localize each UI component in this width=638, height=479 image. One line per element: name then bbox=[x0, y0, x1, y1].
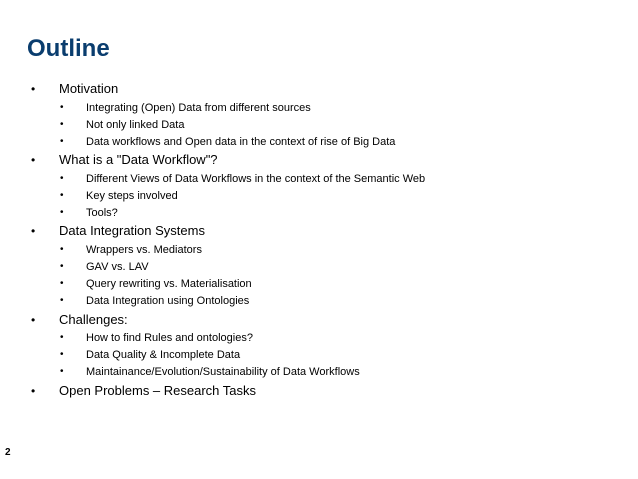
sub-item-label: Maintainance/Evolution/Sustainability of Data Workflows bbox=[86, 366, 360, 378]
bullet-icon: • bbox=[31, 313, 36, 327]
bullet-icon: • bbox=[60, 332, 64, 343]
sub-item-label: Data Quality & Incomplete Data bbox=[86, 349, 241, 361]
sub-item-label: How to find Rules and ontologies? bbox=[86, 332, 253, 344]
bullet-icon: • bbox=[60, 261, 64, 272]
bullet-icon: • bbox=[31, 384, 36, 398]
bullet-icon: • bbox=[60, 278, 64, 289]
outline-item-label: Challenges: bbox=[59, 312, 128, 327]
outline-item-label: Data Integration Systems bbox=[59, 223, 205, 238]
bullet-icon: • bbox=[60, 102, 64, 113]
bullet-icon: • bbox=[60, 190, 64, 201]
bullet-icon: • bbox=[31, 224, 36, 238]
bullet-icon: • bbox=[31, 82, 36, 96]
bullet-icon: • bbox=[60, 173, 64, 184]
sub-item-label: Key steps involved bbox=[86, 190, 178, 202]
bullet-icon: • bbox=[31, 153, 36, 167]
sub-item-label: Wrappers vs. Mediators bbox=[86, 244, 202, 256]
sub-item-label: Data Integration using Ontologies bbox=[86, 295, 250, 307]
outline-item-label: Motivation bbox=[59, 81, 119, 96]
bullet-icon: • bbox=[60, 136, 64, 147]
slide-title: Outline bbox=[27, 35, 110, 62]
page-number: 2 bbox=[5, 447, 11, 458]
bullet-icon: • bbox=[60, 207, 64, 218]
outline-item-label: What is a "Data Workflow"? bbox=[59, 152, 218, 167]
bullet-icon: • bbox=[60, 295, 64, 306]
sub-item-label: GAV vs. LAV bbox=[86, 261, 149, 273]
sub-item-label: Tools? bbox=[86, 207, 118, 219]
sub-item-label: Query rewriting vs. Materialisation bbox=[86, 278, 252, 290]
bullet-icon: • bbox=[60, 366, 64, 377]
sub-item-label: Data workflows and Open data in the context of rise of Big Data bbox=[86, 136, 396, 148]
sub-item-label: Not only linked Data bbox=[86, 119, 185, 131]
sub-item-label: Different Views of Data Workflows in the context of the Semantic Web bbox=[86, 173, 426, 185]
outline-item-label: Open Problems – Research Tasks bbox=[59, 383, 257, 398]
bullet-icon: • bbox=[60, 244, 64, 255]
bullet-icon: • bbox=[60, 119, 64, 130]
bullet-icon: • bbox=[60, 349, 64, 360]
sub-item-label: Integrating (Open) Data from different sources bbox=[86, 102, 311, 114]
